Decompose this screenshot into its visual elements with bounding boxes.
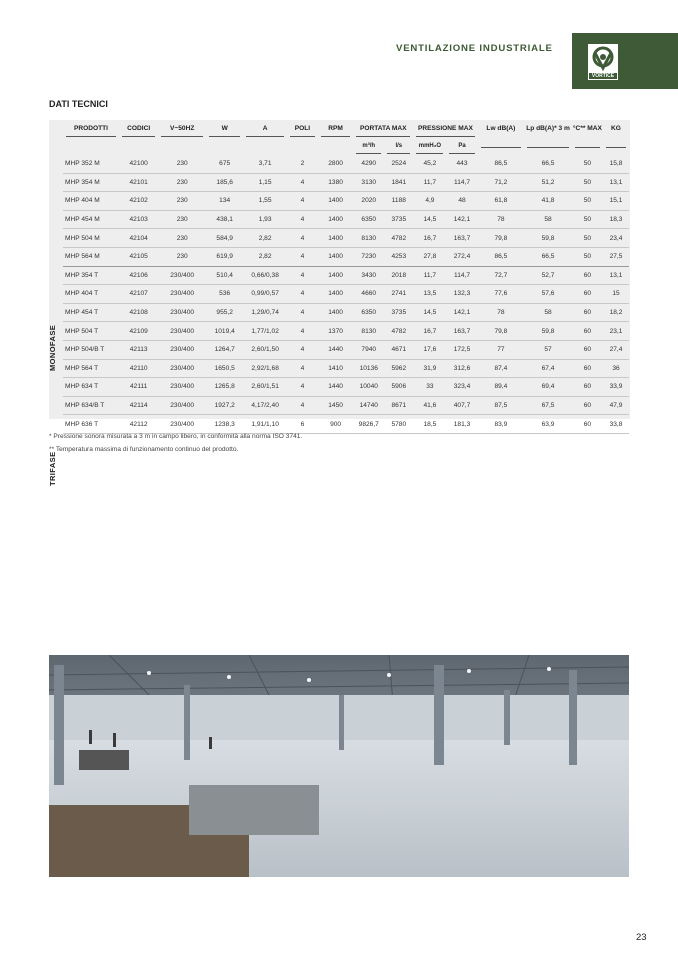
table-cell: 42100: [119, 155, 158, 173]
group-label-monofase: MONOFASE: [48, 324, 57, 371]
table-cell: 5906: [384, 378, 413, 397]
subheader-ls: l/s: [384, 143, 413, 155]
table-cell: 1,77/1,02: [243, 322, 287, 341]
col-header-codici: CODICI: [119, 120, 158, 143]
table-body: [63, 155, 629, 433]
table-cell: 4: [287, 303, 318, 322]
col-header-lw: Lw dB(A): [486, 125, 516, 132]
table-cell: 2,60/1,51: [243, 378, 287, 397]
table-cell: 67,5: [524, 396, 572, 415]
table-cell: 57: [524, 340, 572, 359]
table-cell: 60: [572, 340, 603, 359]
table-cell: 230/400: [158, 340, 206, 359]
table-cell: 4671: [384, 340, 413, 359]
table-cell: 89,4: [478, 378, 525, 397]
product-cell: MHP 634/B T: [63, 396, 119, 415]
table-cell: 42106: [119, 266, 158, 285]
table-cell: 4,17/2,40: [243, 396, 287, 415]
table-cell: 142,1: [446, 303, 477, 322]
table-cell: 230/400: [158, 396, 206, 415]
col-header-w: W: [206, 120, 243, 143]
table-cell: 50: [572, 247, 603, 266]
table-cell: 33,8: [603, 415, 629, 434]
col-header-a: A: [243, 120, 287, 143]
table-cell: 60: [572, 303, 603, 322]
table-cell: 900: [318, 415, 353, 434]
product-cell: MHP 636 T: [63, 415, 119, 434]
col-header-prodotti: PRODOTTI: [63, 120, 119, 143]
table-cell: 272,4: [446, 247, 477, 266]
table-cell: 67,4: [524, 359, 572, 378]
table-cell: 18,5: [413, 415, 446, 434]
table-row: [63, 229, 629, 248]
table-cell: 42102: [119, 192, 158, 211]
subheader-m3h: m³/h: [353, 143, 384, 155]
table-row: [63, 155, 629, 173]
table-cell: 58: [524, 303, 572, 322]
product-cell: MHP 504/B T: [63, 340, 119, 359]
table-cell: 59,8: [524, 322, 572, 341]
table-cell: 18,3: [603, 210, 629, 229]
table-row: [63, 359, 629, 378]
group-label-trifase: TRIFASE: [48, 451, 57, 486]
table-cell: 42103: [119, 210, 158, 229]
subheader-pa: Pa: [446, 143, 477, 155]
table-cell: 4: [287, 229, 318, 248]
table-cell: 438,1: [206, 210, 243, 229]
table-row: [63, 415, 629, 434]
table-cell: 132,3: [446, 285, 477, 304]
table-cell: 230/400: [158, 415, 206, 434]
table-cell: 2020: [353, 192, 384, 211]
table-cell: 3430: [353, 266, 384, 285]
table-cell: 27,4: [603, 340, 629, 359]
table-cell: 1,93: [243, 210, 287, 229]
table-row: [63, 173, 629, 192]
table-cell: 0,66/0,38: [243, 266, 287, 285]
table-cell: 50: [572, 155, 603, 173]
table-cell: 4: [287, 285, 318, 304]
table-cell: 1380: [318, 173, 353, 192]
col-header-kg: KG: [611, 125, 621, 132]
table-cell: 4782: [384, 229, 413, 248]
table-cell: 4: [287, 378, 318, 397]
table-cell: 4: [287, 247, 318, 266]
table-cell: 536: [206, 285, 243, 304]
table-cell: 60: [572, 415, 603, 434]
table-cell: 1,91/1,10: [243, 415, 287, 434]
product-cell: MHP 404 T: [63, 285, 119, 304]
table-cell: 4: [287, 396, 318, 415]
table-row: [63, 303, 629, 322]
table-cell: 230/400: [158, 378, 206, 397]
table-cell: 1400: [318, 285, 353, 304]
table-cell: 59,8: [524, 229, 572, 248]
table-cell: 1,29/0,74: [243, 303, 287, 322]
logo-wordmark: VORTICE: [589, 73, 617, 79]
table-cell: 42113: [119, 340, 158, 359]
table-cell: 1265,8: [206, 378, 243, 397]
table-cell: 1400: [318, 266, 353, 285]
table-cell: 10040: [353, 378, 384, 397]
table-cell: 1400: [318, 247, 353, 266]
table-cell: 2,60/1,50: [243, 340, 287, 359]
table-cell: 50: [572, 210, 603, 229]
table-cell: 619,9: [206, 247, 243, 266]
table-cell: 66,5: [524, 247, 572, 266]
table-cell: 8671: [384, 396, 413, 415]
col-header-temp: °C** MAX: [572, 125, 602, 132]
table-cell: 14,5: [413, 303, 446, 322]
table-cell: 4: [287, 192, 318, 211]
table-cell: 5780: [384, 415, 413, 434]
table-cell: 142,1: [446, 210, 477, 229]
table-cell: 4782: [384, 322, 413, 341]
table-cell: 50: [572, 192, 603, 211]
table-cell: 66,5: [524, 155, 572, 173]
table-cell: 1400: [318, 229, 353, 248]
table-cell: 7230: [353, 247, 384, 266]
table-cell: 60: [572, 322, 603, 341]
table-cell: 4: [287, 266, 318, 285]
table-cell: 42108: [119, 303, 158, 322]
col-header-lp: Lp dB(A)* 3 m: [526, 125, 570, 132]
table-cell: 33: [413, 378, 446, 397]
table-cell: 79,8: [478, 229, 525, 248]
product-cell: MHP 564 M: [63, 247, 119, 266]
table-cell: 230: [158, 210, 206, 229]
table-cell: 42112: [119, 415, 158, 434]
table-cell: 407,7: [446, 396, 477, 415]
table-cell: 163,7: [446, 322, 477, 341]
table-cell: 230: [158, 247, 206, 266]
table-cell: 4660: [353, 285, 384, 304]
table-cell: 78: [478, 210, 525, 229]
table-row: [63, 285, 629, 304]
table-cell: 23,4: [603, 229, 629, 248]
product-cell: MHP 354 T: [63, 266, 119, 285]
table-cell: 312,6: [446, 359, 477, 378]
footnote-2: ** Temperatura massima di funzionamento continuo del prodotto.: [49, 446, 239, 453]
table-row: [63, 247, 629, 266]
table-cell: 86,5: [478, 247, 525, 266]
table-row: [63, 396, 629, 415]
table-cell: 230/400: [158, 285, 206, 304]
page-number: 23: [636, 932, 647, 943]
table-cell: 443: [446, 155, 477, 173]
table-cell: 4: [287, 210, 318, 229]
swirl-icon: [588, 44, 618, 74]
header-title: VENTILAZIONE INDUSTRIALE: [396, 43, 553, 54]
table-cell: 230/400: [158, 303, 206, 322]
table-cell: 87,5: [478, 396, 525, 415]
table-cell: 42110: [119, 359, 158, 378]
product-cell: MHP 404 M: [63, 192, 119, 211]
table-cell: 1400: [318, 210, 353, 229]
table-cell: 172,5: [446, 340, 477, 359]
product-cell: MHP 454 M: [63, 210, 119, 229]
table-cell: 323,4: [446, 378, 477, 397]
table-cell: 48: [446, 192, 477, 211]
product-cell: MHP 634 T: [63, 378, 119, 397]
table-cell: 14740: [353, 396, 384, 415]
table-cell: 3735: [384, 303, 413, 322]
table-cell: 1410: [318, 359, 353, 378]
table-cell: 58: [524, 210, 572, 229]
table-cell: 955,2: [206, 303, 243, 322]
table-row: [63, 322, 629, 341]
col-header-pressione: PRESSIONE MAX: [413, 120, 477, 143]
table-cell: 45,2: [413, 155, 446, 173]
table-cell: 675: [206, 155, 243, 173]
table-cell: 163,7: [446, 229, 477, 248]
table-cell: 1650,5: [206, 359, 243, 378]
table-cell: 1440: [318, 378, 353, 397]
table-cell: 7940: [353, 340, 384, 359]
table-cell: 4290: [353, 155, 384, 173]
table-row: [63, 340, 629, 359]
table-cell: 1927,2: [206, 396, 243, 415]
table-cell: 230/400: [158, 322, 206, 341]
vortice-logo: [572, 33, 678, 89]
table-cell: 27,5: [603, 247, 629, 266]
table-cell: 584,9: [206, 229, 243, 248]
table-cell: 6350: [353, 210, 384, 229]
table-cell: 13,1: [603, 266, 629, 285]
table-cell: 1440: [318, 340, 353, 359]
product-cell: MHP 564 T: [63, 359, 119, 378]
table-cell: 0,99/0,57: [243, 285, 287, 304]
table-cell: 1019,4: [206, 322, 243, 341]
table-cell: 69,4: [524, 378, 572, 397]
table-cell: 15: [603, 285, 629, 304]
table-cell: 4,9: [413, 192, 446, 211]
table-cell: 510,4: [206, 266, 243, 285]
table-cell: 60: [572, 266, 603, 285]
table-cell: 1450: [318, 396, 353, 415]
table-cell: 42101: [119, 173, 158, 192]
table-cell: 33,9: [603, 378, 629, 397]
table-cell: 51,2: [524, 173, 572, 192]
table-cell: 1264,7: [206, 340, 243, 359]
table-cell: 4: [287, 359, 318, 378]
table-cell: 1,15: [243, 173, 287, 192]
table-cell: 6: [287, 415, 318, 434]
table-cell: 42104: [119, 229, 158, 248]
table-cell: 114,7: [446, 266, 477, 285]
table-cell: 11,7: [413, 173, 446, 192]
table-cell: 42105: [119, 247, 158, 266]
col-header-rpm: RPM: [318, 120, 353, 143]
table-cell: 5962: [384, 359, 413, 378]
table-cell: 17,6: [413, 340, 446, 359]
table-cell: 79,8: [478, 322, 525, 341]
table-cell: 134: [206, 192, 243, 211]
table-row: [63, 378, 629, 397]
table-cell: 2741: [384, 285, 413, 304]
table-cell: 3,71: [243, 155, 287, 173]
table-cell: 50: [572, 229, 603, 248]
table-cell: 230/400: [158, 266, 206, 285]
table-cell: 2018: [384, 266, 413, 285]
table-cell: 15,1: [603, 192, 629, 211]
table-cell: 181,3: [446, 415, 477, 434]
table-cell: 3735: [384, 210, 413, 229]
table-cell: 72,7: [478, 266, 525, 285]
table-cell: 8130: [353, 322, 384, 341]
table-cell: 42109: [119, 322, 158, 341]
table-cell: 230/400: [158, 359, 206, 378]
table-cell: 41,6: [413, 396, 446, 415]
table-cell: 71,2: [478, 173, 525, 192]
table-row: [63, 210, 629, 229]
table-cell: 77: [478, 340, 525, 359]
warehouse-photo: [49, 655, 629, 877]
subheader-mmh2o: mmH₂O: [413, 143, 446, 155]
technical-data-table: [63, 120, 629, 434]
table-cell: 63,9: [524, 415, 572, 434]
table-cell: 6350: [353, 303, 384, 322]
product-cell: MHP 352 M: [63, 155, 119, 173]
table-cell: 14,5: [413, 210, 446, 229]
table-cell: 42111: [119, 378, 158, 397]
table-cell: 16,7: [413, 322, 446, 341]
table-cell: 2,82: [243, 247, 287, 266]
table-cell: 83,9: [478, 415, 525, 434]
table-cell: 57,6: [524, 285, 572, 304]
table-cell: 185,6: [206, 173, 243, 192]
table-row: [63, 266, 629, 285]
table-cell: 1,55: [243, 192, 287, 211]
table-cell: 10136: [353, 359, 384, 378]
table-cell: 1400: [318, 192, 353, 211]
table-cell: 2524: [384, 155, 413, 173]
table-cell: 2800: [318, 155, 353, 173]
table-cell: 60: [572, 396, 603, 415]
table-cell: 8130: [353, 229, 384, 248]
table-cell: 230: [158, 229, 206, 248]
table-cell: 41,8: [524, 192, 572, 211]
table-cell: 230: [158, 155, 206, 173]
table-cell: 2,92/1,68: [243, 359, 287, 378]
table-cell: 42114: [119, 396, 158, 415]
table-cell: 114,7: [446, 173, 477, 192]
table-cell: 60: [572, 359, 603, 378]
table-cell: 86,5: [478, 155, 525, 173]
table-cell: 4: [287, 322, 318, 341]
table-cell: 2: [287, 155, 318, 173]
col-header-portata: PORTATA MAX: [353, 120, 413, 143]
table-cell: 61,8: [478, 192, 525, 211]
table-cell: 36: [603, 359, 629, 378]
table-cell: 42107: [119, 285, 158, 304]
table-cell: 15,8: [603, 155, 629, 173]
table-cell: 1238,3: [206, 415, 243, 434]
table-cell: 2,82: [243, 229, 287, 248]
table-cell: 87,4: [478, 359, 525, 378]
col-header-poli: POLI: [287, 120, 318, 143]
table-cell: 1841: [384, 173, 413, 192]
table-cell: 78: [478, 303, 525, 322]
table-cell: 47,9: [603, 396, 629, 415]
table-cell: 77,6: [478, 285, 525, 304]
table-cell: 1400: [318, 303, 353, 322]
table-cell: 11,7: [413, 266, 446, 285]
table-cell: 52,7: [524, 266, 572, 285]
table-cell: 31,9: [413, 359, 446, 378]
table-cell: 50: [572, 173, 603, 192]
product-cell: MHP 354 M: [63, 173, 119, 192]
table-cell: 16,7: [413, 229, 446, 248]
product-cell: MHP 504 M: [63, 229, 119, 248]
table-cell: 1188: [384, 192, 413, 211]
section-title: DATI TECNICI: [49, 99, 108, 109]
table-cell: 18,2: [603, 303, 629, 322]
table-cell: 4: [287, 173, 318, 192]
table-cell: 27,8: [413, 247, 446, 266]
vortice-logo-mark: [588, 44, 618, 80]
product-cell: MHP 454 T: [63, 303, 119, 322]
col-header-voltage: V~50HZ: [158, 120, 206, 143]
table-cell: 23,1: [603, 322, 629, 341]
table-cell: 60: [572, 378, 603, 397]
table-cell: 9826,7: [353, 415, 384, 434]
table-cell: 3130: [353, 173, 384, 192]
table-cell: 13,5: [413, 285, 446, 304]
table-cell: 4253: [384, 247, 413, 266]
product-cell: MHP 504 T: [63, 322, 119, 341]
footnote-1: * Pressione sonora misurata a 3 m in campo libero, in conformità alla norma ISO 3741.: [49, 433, 303, 440]
table-cell: 230: [158, 173, 206, 192]
table-cell: 13,1: [603, 173, 629, 192]
table-cell: 1370: [318, 322, 353, 341]
table-cell: 60: [572, 285, 603, 304]
table-row: [63, 192, 629, 211]
table-cell: 230: [158, 192, 206, 211]
table-cell: 4: [287, 340, 318, 359]
